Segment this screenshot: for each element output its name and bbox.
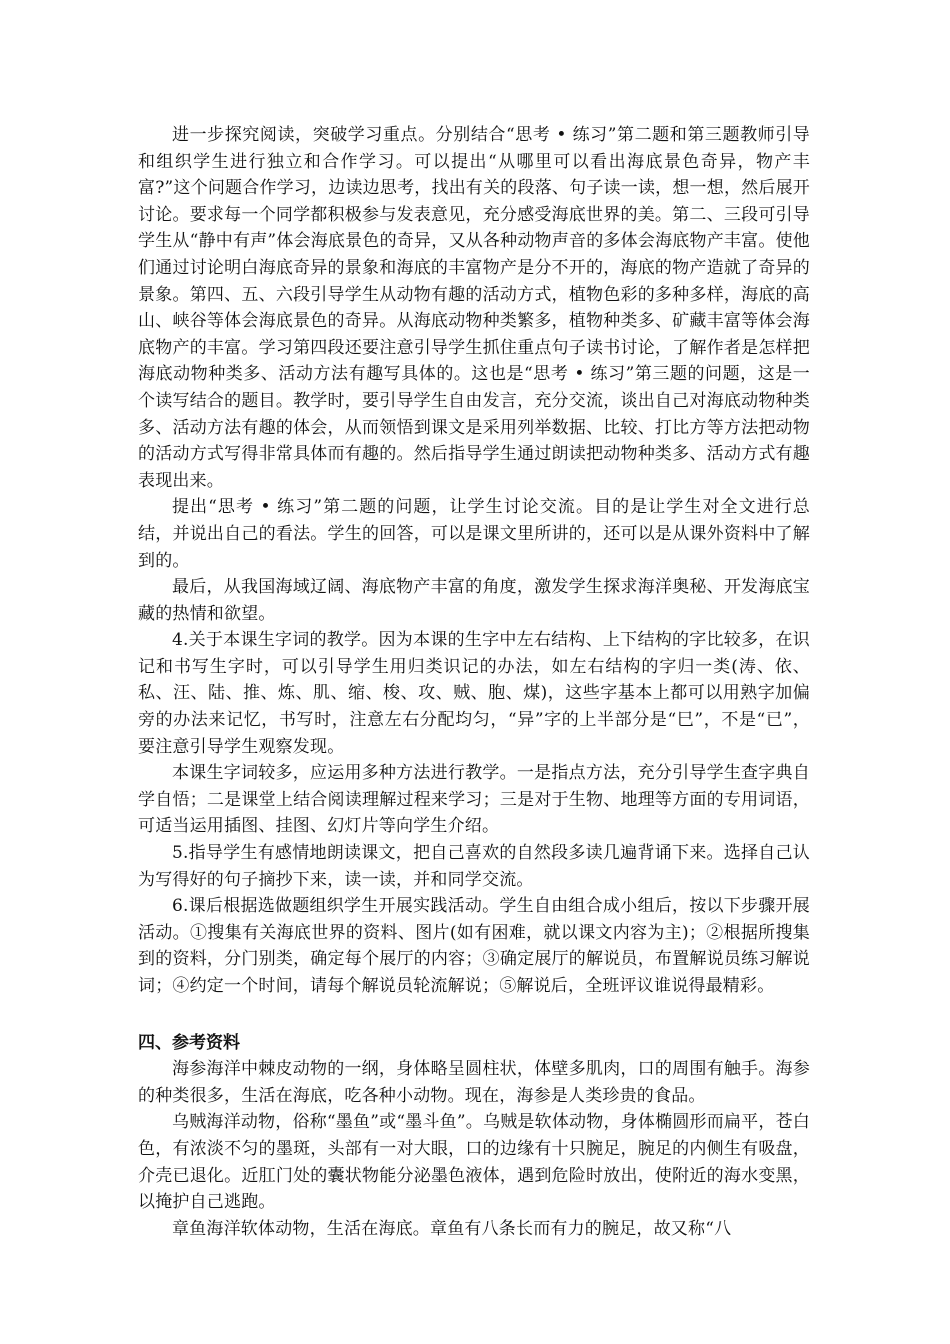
document-page [138, 122, 810, 1242]
paragraph-vocabulary-teaching: 4.关于本课生字词的教学。因为本课的生字中左右结构、上下结构的字比较多，在识记和书写生字时，可以引导学生用归类识记的办法，如左右结构的字归一类(涛、依、私、汪、陆、推、炼、肌、缩、梭、攻、贼、胞、煤)，这些字基本上都可以用熟字加偏旁的办法来记忆，书写时，注意左右分配均匀，“异”字的上半部分是“巳”，不是“已”，要注意引导学生观察发现。 [138, 630, 810, 757]
paragraph-sea-cucumber: 海参海洋中棘皮动物的一纲，身体略呈圆柱状，体壁多肌肉，口的周围有触手。海参的种类很多，生活在海底，吃各种小动物。现在，海参是人类珍贵的食品。 [138, 1059, 810, 1106]
paragraph-reading-aloud: 5.指导学生有感情地朗读课文，把自己喜欢的自然段多读几遍背诵下来。选择自己认为写得好的句子摘抄下来，读一读，并和同学交流。 [138, 843, 810, 890]
paragraph-cuttlefish: 乌贼海洋动物，俗称“墨鱼”或“墨斗鱼”。乌贼是软体动物，身体椭圆形而扁平，苍白色，有浓淡不匀的墨斑，头部有一对大眼，口的边缘有十只腕足，腕足的内侧生有吸盘，介壳已退化。近肛门处的囊状物能分泌墨色液体，遇到危险时放出，使附近的海水变黑，以掩护自己逃跑。 [138, 1112, 810, 1213]
paragraph-vocabulary-methods: 本课生字词较多，应运用多种方法进行教学。一是指点方法，充分引导学生查字典自学自悟；二是课堂上结合阅读理解过程来学习；三是对于生物、地理等方面的专用词语，可适当运用插图、挂图、幻灯片等向学生介绍。 [138, 763, 810, 837]
paragraph-explore-reading: 进一步探究阅读，突破学习重点。分别结合“思考 • 练习”第二题和第三题教师引导和组织学生进行独立和合作学习。可以提出“从哪里可以看出海底景色奇异，物产丰富?”这个问题合作学习，边读边思考，找出有关的段落、句子读一读，想一想，然后展开讨论。要求每一个同学都积极参与发表意见，充分感受海底世界的美。第二、三段可引导学生从“静中有声”体会海底景色的奇异，又从各种动物声音的多体会海底物产丰富。使他们通过讨论明白海底奇异的景象和海底的丰富物产是分不开的，海底的物产造就了奇异的景象。第四、五、六段引导学生从动物有趣的活动方式，植物色彩的多种多样，海底的高山、峡谷等体会海底景色的奇异。从海底动物种类繁多，植物种类多、矿藏丰富等体会海底物产的丰富。学习第四段还要注意引导学生抓住重点句子读书讨论，了解作者是怎样把海底动物种类多、活动方法有趣写具体的。这也是“思考 • 练习”第三题的问题，这是一个读写结合的题目。教学时，要引导学生自由发言，充分交流，谈出自己对海底动物种类多、活动方法有趣的体会，从而领悟到课文是采用列举数据、比较、打比方等方法把动物的活动方式写得非常具体而有趣的。然后指导学生通过朗读把动物种类多、活动方式有趣表现出来。 [138, 125, 810, 491]
paragraph-discussion: 提出“思考 • 练习”第二题的问题，让学生讨论交流。目的是让学生对全文进行总结，并说出自己的看法。学生的回答，可以是课文里所讲的，还可以是从课外资料中了解到的。 [138, 497, 810, 571]
paragraph-octopus: 章鱼海洋软体动物，生活在海底。章鱼有八条长而有力的腕足，故又称“八 [172, 1218, 732, 1239]
paragraph-conclusion: 最后，从我国海域辽阔、海底物产丰富的角度，激发学生探求海洋奥秘、开发海底宝藏的热情和欲望。 [138, 577, 810, 624]
section-heading-references: 四、参考资料 [138, 1032, 240, 1053]
paragraph-practice-activity: 6.课后根据选做题组织学生开展实践活动。学生自由组合成小组后，按以下步骤开展活动。①搜集有关海底世界的资料、图片(如有困难，就以课文内容为主)；②根据所搜集到的资料，分门别类，确定每个展厅的内容；③确定展厅的解说员，布置解说员练习解说词；④约定一个时间，请每个解说员轮流解说；⑤解说后，全班评议谁说得最精彩。 [138, 896, 810, 996]
